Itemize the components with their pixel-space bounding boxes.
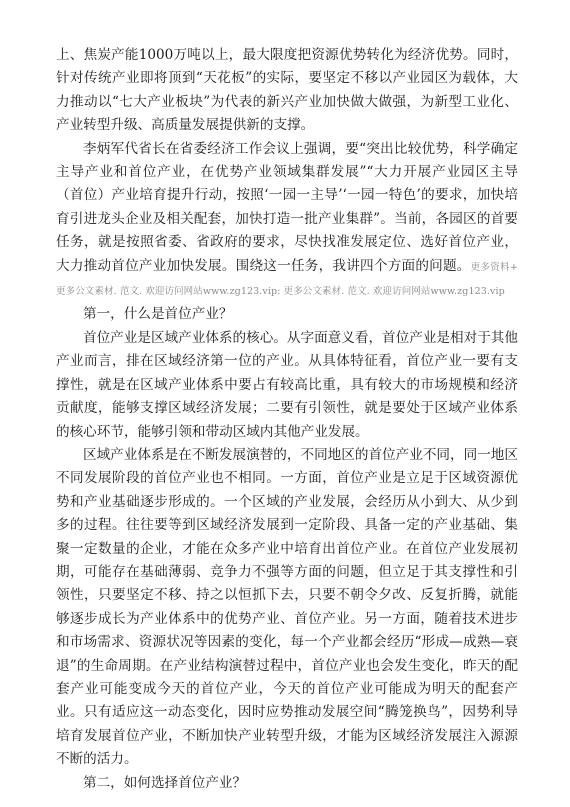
paragraph-4: 区域产业体系是在不断发展演替的，不同地区的首位产业不同，同一地区不同发展阶段的首位产业也不相同。一方面，首位产业是立足于区域资源优势和产业基础逐步形成的。一个区域的产业发展，会经历从小到大、从少到多的过程。往往要等到区域经济发展到一定阶段、具备一定的产业基础、集聚一定数量的企业，才能在众多产业中培育出首位产业。在首位产业发展初期，可能存在基础薄弱、竞争力不强等方面的问题，但立足于其支撑性和引领性，只要坚定不移、持之以恒抓下去，只要不朝令夕改、反复折腾，就能够逐步成长为产业体系中的优势产业、首位产业。另一方面，随着技术进步和市场需求、资源状况等因素的变化，每一个产业都会经历“形成—成熟—衰退”的生命周期。在产业结构演替过程中，首位产业也会发生变化，昨天的配套产业可能变成今天的首位产业，今天的首位产业可能成为明天的配套产业。只有适应这一动态变化，因时应势推动发展空间“腾笼换鸟”，因势利导培育发展首位产业，不断加快产业转型升级，才能为区域经济发展注入源源不断的活力。 [56, 446, 518, 768]
paragraph-2-text: 李炳军代省长在省委经济工作会议上强调，要“突出比较优势，科学确定主导产业和首位产业，在优势产业领域集群发展”“大力开展产业园区主导（首位）产业培育提升行动，按照‘一园一主导’‘一园一特色’的要求，加快培育引进龙头企业及相关配套，加快打造一批产业集群”。当前，各园区的首要任务，就是按照省委、省政府的要求，尽快找准发展定位、选好首位产业，大力推动首位产业加快发展。围绕这一任务，我讲四个方面的问题。 [56, 140, 518, 274]
paragraph-2 [56, 138, 518, 304]
document-page [56, 44, 518, 795]
section-heading-2: 第二，如何选择首位产业？ [83, 774, 247, 791]
section-heading-1: 第一，什么是首位产业？ [83, 306, 233, 323]
paragraph-1: 上、焦炭产能1000万吨以上，最大限度把资源优势转化为经济优势。同时，针对传统产业即将顶到“天花板”的实际，要坚定不移以产业园区为载体，大力推动以“七大产业板块”为代表的新兴产业加快做大做强，为新型工业化、产业转型升级、高质量发展提供新的支撑。 [56, 47, 518, 134]
watermark-text: 更多资料+ 更多公文素材. 范文. 欢迎访问网站www.zg123.vip: 更多公文素材. 范文. 欢迎访问网站www.zg123.vip [56, 261, 518, 298]
paragraph-3: 首位产业是区域产业体系的核心。从字面意义看，首位产业是相对于其他产业而言，排在区域经济第一位的产业。从具体特征看，首位产业一要有支撑性，就是在区域产业体系中要占有较高比重，具有较大的市场规模和经济贡献度，能够支撑区域经济发展；二要有引领性，就是要处于区域产业体系的核心环节，能够引领和带动区域内其他产业发展。 [56, 329, 518, 440]
